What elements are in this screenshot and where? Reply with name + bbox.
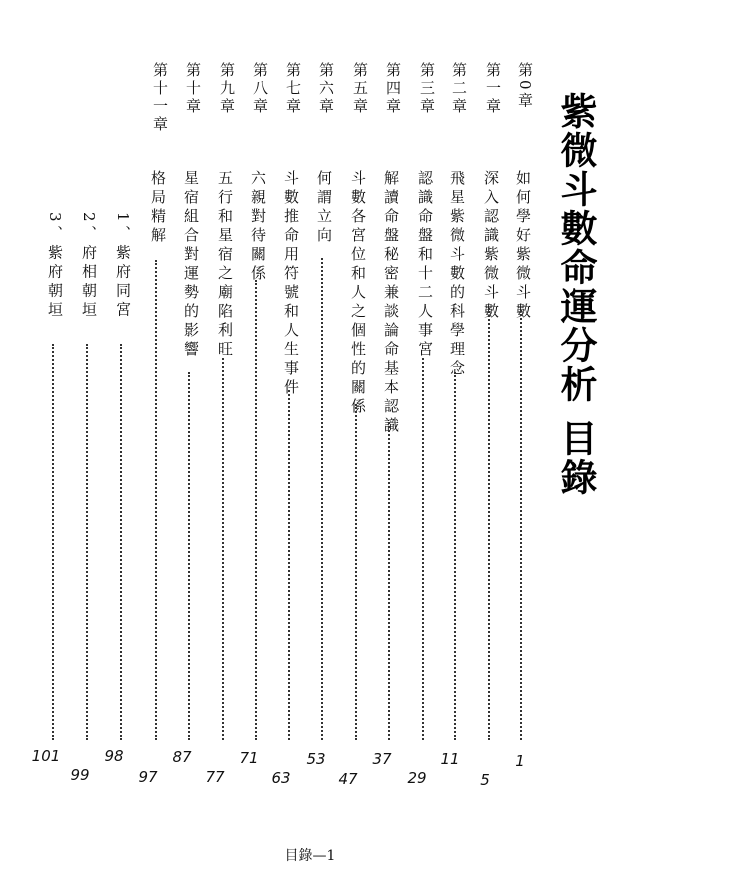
leader-dots — [355, 404, 357, 740]
chapter-entry: 飛星紫微斗數的科學理念 — [448, 170, 466, 379]
leader-dots — [86, 344, 88, 740]
toc-column — [243, 62, 271, 742]
page-number: 98 — [104, 747, 124, 765]
chapter-entry: 如何學好紫微斗數 — [514, 170, 532, 322]
toc-subcolumn — [40, 62, 68, 742]
chapter-entry: 斗數各宮位和人之個性的關係 — [349, 170, 367, 417]
page-number: 97 — [138, 768, 158, 786]
leader-dots — [155, 260, 157, 740]
toc-column — [309, 62, 337, 742]
chapter-label: 第五章 — [351, 62, 369, 116]
page-number: 11 — [440, 750, 460, 768]
chapter-entry: 星宿組合對運勢的影響 — [182, 170, 200, 360]
leader-dots — [422, 358, 424, 740]
toc-column — [176, 62, 204, 742]
page-footer: 目錄—1 — [284, 848, 336, 864]
leader-dots — [120, 344, 122, 740]
toc-column — [276, 62, 304, 742]
toc-subcolumn — [108, 62, 136, 742]
chapter-entry: 認識命盤和十二人事宮 — [416, 170, 434, 360]
chapter-entry: 五行和星宿之廟陷利旺 — [216, 170, 234, 360]
leader-dots — [520, 310, 522, 740]
chapter-label: 第八章 — [251, 62, 269, 116]
chapter-label: 第一章 — [484, 62, 502, 116]
chapter-label: 第十一章 — [151, 62, 169, 134]
page-number: 5 — [480, 771, 490, 789]
chapter-entry: 深入認識紫微斗數 — [482, 170, 500, 322]
sub-entry: 1、紫府同宮 — [114, 212, 132, 321]
chapter-label: 第三章 — [418, 62, 436, 116]
page-title: 紫微斗數命運分析 目錄 — [554, 92, 597, 497]
page-number: 101 — [31, 747, 61, 765]
toc-column — [476, 62, 504, 742]
toc-column — [442, 62, 470, 742]
chapter-entry: 格局精解 — [149, 170, 167, 246]
leader-dots — [222, 358, 224, 740]
chapter-label: 第九章 — [218, 62, 236, 116]
chapter-label: 第十章 — [184, 62, 202, 116]
page-number: 99 — [70, 766, 90, 784]
leader-dots — [488, 308, 490, 740]
page-number: 71 — [239, 749, 259, 767]
toc-subcolumn — [74, 62, 102, 742]
leader-dots — [255, 280, 257, 740]
leader-dots — [288, 390, 290, 740]
sub-entry: 2、府相朝垣 — [80, 212, 98, 321]
chapter-entry: 斗數推命用符號和人生事件 — [282, 170, 300, 398]
page-number: 53 — [306, 750, 326, 768]
toc-column — [143, 62, 171, 742]
toc-column — [410, 62, 438, 742]
toc-column — [210, 62, 238, 742]
sub-entry: 3、紫府朝垣 — [46, 212, 64, 321]
toc-column — [376, 62, 404, 742]
chapter-label: 第二章 — [450, 62, 468, 116]
chapter-label: 第六章 — [317, 62, 335, 116]
chapter-entry: 何謂立向 — [315, 170, 333, 246]
chapter-label: 第四章 — [384, 62, 402, 116]
page-number: 63 — [271, 769, 291, 787]
page-number: 87 — [172, 748, 192, 766]
leader-dots — [52, 344, 54, 740]
leader-dots — [188, 372, 190, 740]
chapter-entry: 解讀命盤秘密兼談論命基本認識 — [382, 170, 400, 436]
leader-dots — [321, 258, 323, 740]
chapter-label: 第0章 — [516, 62, 534, 111]
chapter-label: 第七章 — [284, 62, 302, 116]
page-number: 77 — [205, 768, 225, 786]
page-number: 29 — [407, 769, 427, 787]
page-number: 47 — [338, 770, 358, 788]
leader-dots — [454, 372, 456, 740]
toc-column — [508, 62, 536, 742]
toc-column — [343, 62, 371, 742]
chapter-entry: 六親對待關係 — [249, 170, 267, 284]
page-number: 1 — [515, 752, 525, 770]
leader-dots — [388, 422, 390, 740]
page-number: 37 — [372, 750, 392, 768]
